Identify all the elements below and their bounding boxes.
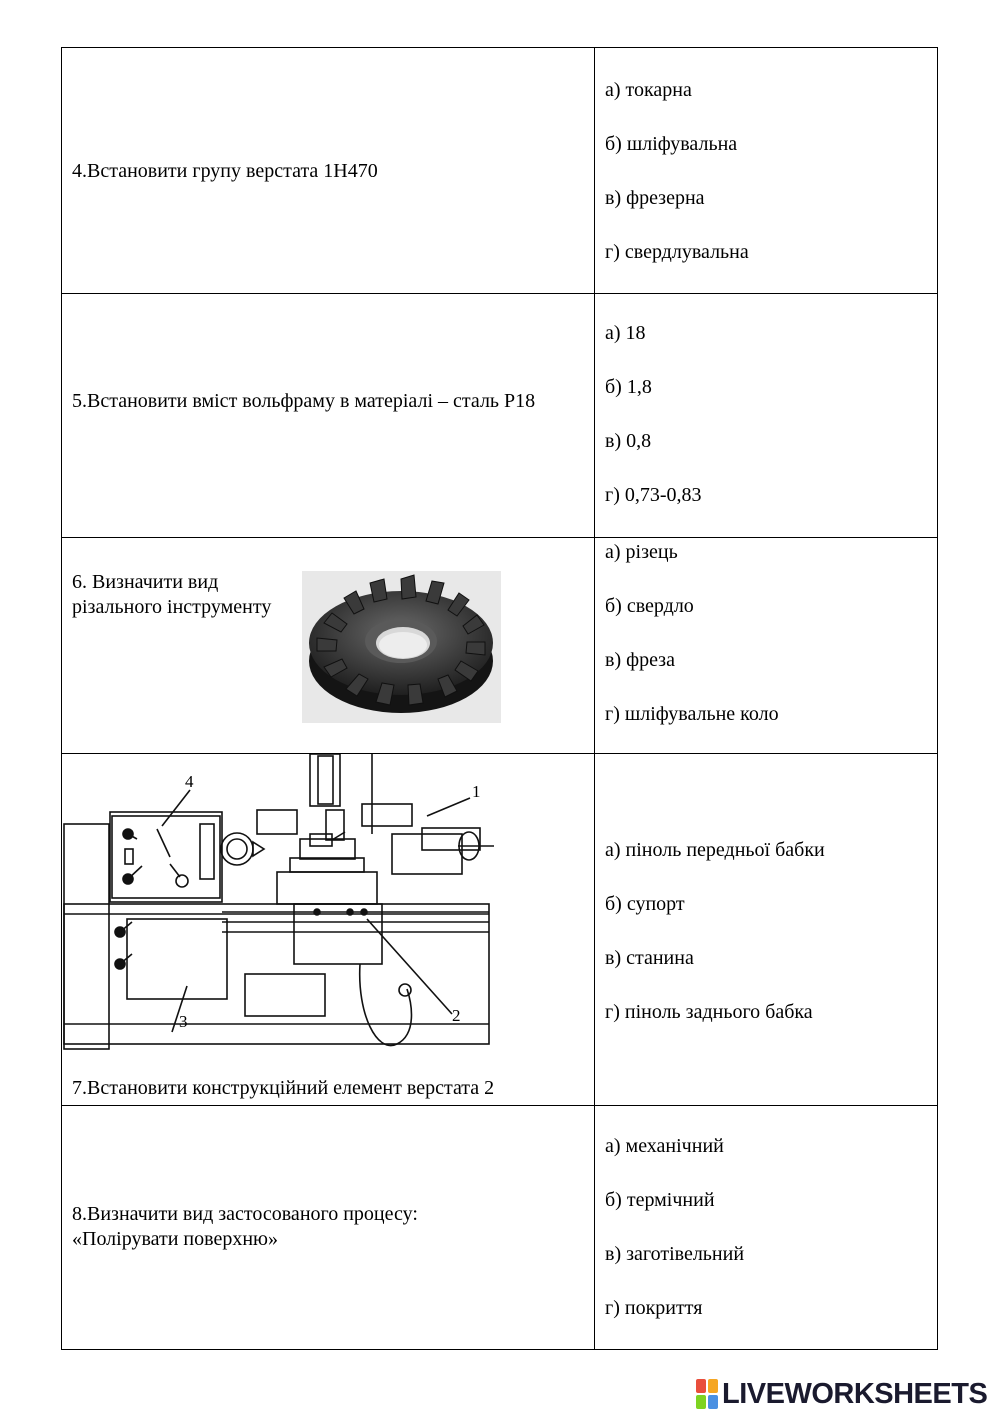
question-4-text: 4.Встановити групу верстата 1Н470 (72, 160, 378, 182)
option-5b[interactable]: б) 1,8 (605, 376, 652, 398)
option-6b[interactable]: б) свердло (605, 595, 694, 617)
option-7b[interactable]: б) супорт (605, 893, 685, 915)
lathe-label-1: 1 (472, 782, 481, 801)
worksheet-table (61, 47, 938, 1350)
question-7-text: 7.Встановити конструкційний елемент верстата 2 (72, 1077, 495, 1099)
lathe-label-4: 4 (185, 772, 194, 791)
option-7c[interactable]: в) станина (605, 947, 694, 969)
option-5d[interactable]: г) 0,73-0,83 (605, 484, 702, 506)
option-4a[interactable]: а) токарна (605, 79, 692, 101)
question-6-text: 6. Визначити вид різального інструменту (72, 571, 272, 618)
milling-cutter-icon (302, 571, 501, 723)
option-7a[interactable]: а) пiноль передньої бабки (605, 839, 825, 861)
liveworksheets-logo[interactable] (696, 1378, 987, 1410)
question-5-text: 5.Встановити вміст вольфраму в матеріалі – сталь Р18 (72, 390, 536, 412)
lathe-label-2: 2 (452, 1006, 461, 1025)
lathe-icon (62, 754, 502, 1054)
question-row-6 (61, 537, 938, 753)
milling-cutter-image (302, 571, 501, 723)
option-7d[interactable]: г) пiноль заднього бабка (605, 1001, 813, 1023)
lws-mark-icon (696, 1379, 718, 1409)
option-6c[interactable]: в) фреза (605, 649, 675, 671)
option-6d[interactable]: г) шліфувальне коло (605, 703, 779, 725)
option-4b[interactable]: б) шліфувальна (605, 133, 738, 155)
question-8-text: 8.Визначити вид застосованого процесу: «Полірувати поверхню» (72, 1203, 418, 1250)
option-8b[interactable]: б) термічний (605, 1189, 715, 1211)
lathe-diagram (62, 754, 502, 1054)
question-row-4 (61, 47, 938, 293)
lathe-label-3: 3 (179, 1012, 188, 1031)
option-5c[interactable]: в) 0,8 (605, 430, 652, 452)
question-row-7 (61, 753, 938, 1105)
option-8a[interactable]: а) механічний (605, 1135, 724, 1157)
question-row-8 (61, 1105, 938, 1350)
option-8c[interactable]: в) заготівельний (605, 1243, 745, 1265)
option-6a[interactable]: а) різець (605, 541, 678, 563)
logo-text: LIVEWORKSHEETS (722, 1377, 988, 1410)
option-4d[interactable]: г) свердлувальна (605, 241, 749, 263)
option-5a[interactable]: а) 18 (605, 322, 646, 344)
option-8d[interactable]: г) покриття (605, 1297, 703, 1319)
question-row-5 (61, 293, 938, 537)
option-4c[interactable]: в) фрезерна (605, 187, 705, 209)
